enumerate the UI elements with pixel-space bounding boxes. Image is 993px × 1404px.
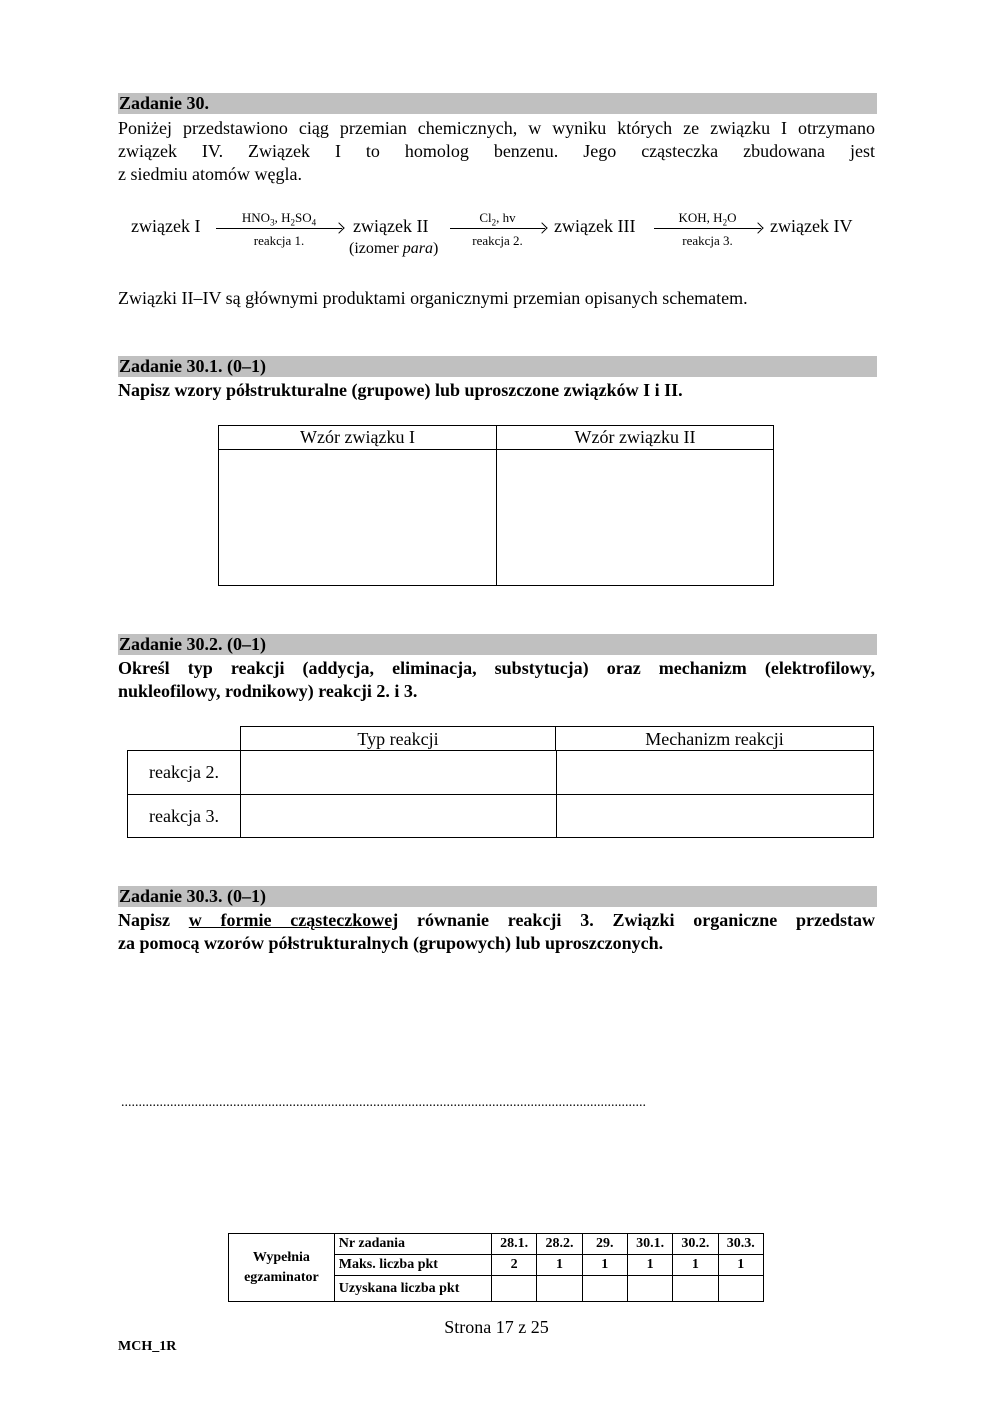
task30-intro-line2: związek IV. Związek I to homolog benzenu. Jego cząsteczka zbudowana jest [118,141,875,161]
task30-1-title: Zadanie 30.1. (0–1) [118,356,877,377]
compound-4: związek IV [770,216,853,236]
obtained-points-cell[interactable] [537,1276,582,1302]
formula-table [218,425,774,586]
compound-2-note: (izomer para) [349,240,439,257]
max-points: 1 [718,1255,763,1276]
task30-1-instruction: Napisz wzory półstrukturalne (grupowe) lub uproszczone związków I i II. [118,380,683,400]
row-label-reaction-2: reakcja 2. [128,751,241,795]
task30-3-title: Zadanie 30.3. (0–1) [118,886,877,907]
task-number: 30.2. [673,1234,718,1255]
reaction-1-reagents: $HNO_3$, $H_2SO_4$ [241,210,317,228]
task30-3-instruction-line2: za pomocą wzorów półstrukturalnych (grupowych) lub uproszczonych. [118,933,664,953]
mechanism-answer-reaction-2[interactable] [557,751,874,795]
compound-1: związek I [131,216,201,236]
task30-3-instruction-line1: Napisz w formie cząsteczkowej równanie reakcji 3. Związki organiczne przedstaw [118,910,875,930]
arrow-reaction-1 [216,228,342,229]
reaction-2-reagents: $Cl_2$, hv [479,210,516,228]
max-points: 1 [582,1255,627,1276]
task-number: 30.3. [718,1234,763,1255]
type-answer-reaction-3[interactable] [241,795,557,838]
max-points: 1 [537,1255,582,1276]
arrow-reaction-2 [450,228,545,229]
mechanism-answer-reaction-3[interactable] [557,795,874,838]
examiner-label: Wypełnia egzaminator [229,1234,335,1302]
task-number: 30.1. [627,1234,672,1255]
mechanism-header: Mechanizm reakcji [555,726,874,750]
row-label-reaction-3: reakcja 3. [128,795,241,838]
obtained-points-cell[interactable] [673,1276,718,1302]
task-number: 28.2. [537,1234,582,1255]
task30-title: Zadanie 30. [118,93,877,114]
task30-2-title: Zadanie 30.2. (0–1) [118,634,877,655]
reaction-1-label: reakcja 1. [253,233,305,248]
arrow-reaction-3 [654,228,761,229]
max-points: 1 [673,1255,718,1276]
exam-code: MCH_1R [118,1339,177,1354]
reaction-2-label: reakcja 2. [472,233,523,248]
task30-2-instruction-line2: nukleofilowy, rodnikowy) reakcji 2. i 3. [118,681,418,701]
answer-dotted-line[interactable]: ...................................................................................................................................................... [121,1095,646,1110]
row-obtained-points: Uzyskana liczba pkt [334,1276,491,1302]
row-task-number: Nr zadania [334,1234,491,1255]
reaction-3-reagents: KOH, $H_2O$ [678,210,737,228]
task-number: 28.1. [491,1234,536,1255]
formula-header-2: Wzór związku II [497,426,774,450]
type-answer-reaction-2[interactable] [241,751,557,795]
reaction-3-label: reakcja 3. [682,233,733,248]
task30-intro-line3: z siedmiu atomów węgla. [118,164,302,184]
max-points: 2 [491,1255,536,1276]
task30-2-instruction-line1: Określ typ reakcji (addycja, eliminacja, substytucja) oraz mechanizm (elektrofilowy, [118,658,875,678]
formula-answer-2[interactable] [497,450,774,586]
score-table [228,1233,764,1302]
compound-2: związek II [353,216,429,236]
task30-note: Związki II–IV są głównymi produktami organicznymi przemian opisanych schematem. [118,288,748,308]
task-number: 29. [582,1234,627,1255]
obtained-points-cell[interactable] [718,1276,763,1302]
obtained-points-cell[interactable] [491,1276,536,1302]
type-header: Typ reakcji [240,726,556,750]
page-number: Strona 17 z 25 [444,1317,549,1337]
reaction-scheme [0,205,993,265]
formula-header-1: Wzór związku I [219,426,497,450]
compound-3: związek III [554,216,636,236]
max-points: 1 [627,1255,672,1276]
row-max-points: Maks. liczba pkt [334,1255,491,1276]
obtained-points-cell[interactable] [627,1276,672,1302]
task30-intro-line1: Poniżej przedstawiono ciąg przemian chemicznych, w wyniku których ze związku I otrzymano [118,118,875,138]
formula-answer-1[interactable] [219,450,497,586]
obtained-points-cell[interactable] [582,1276,627,1302]
reaction-type-table [127,726,874,840]
